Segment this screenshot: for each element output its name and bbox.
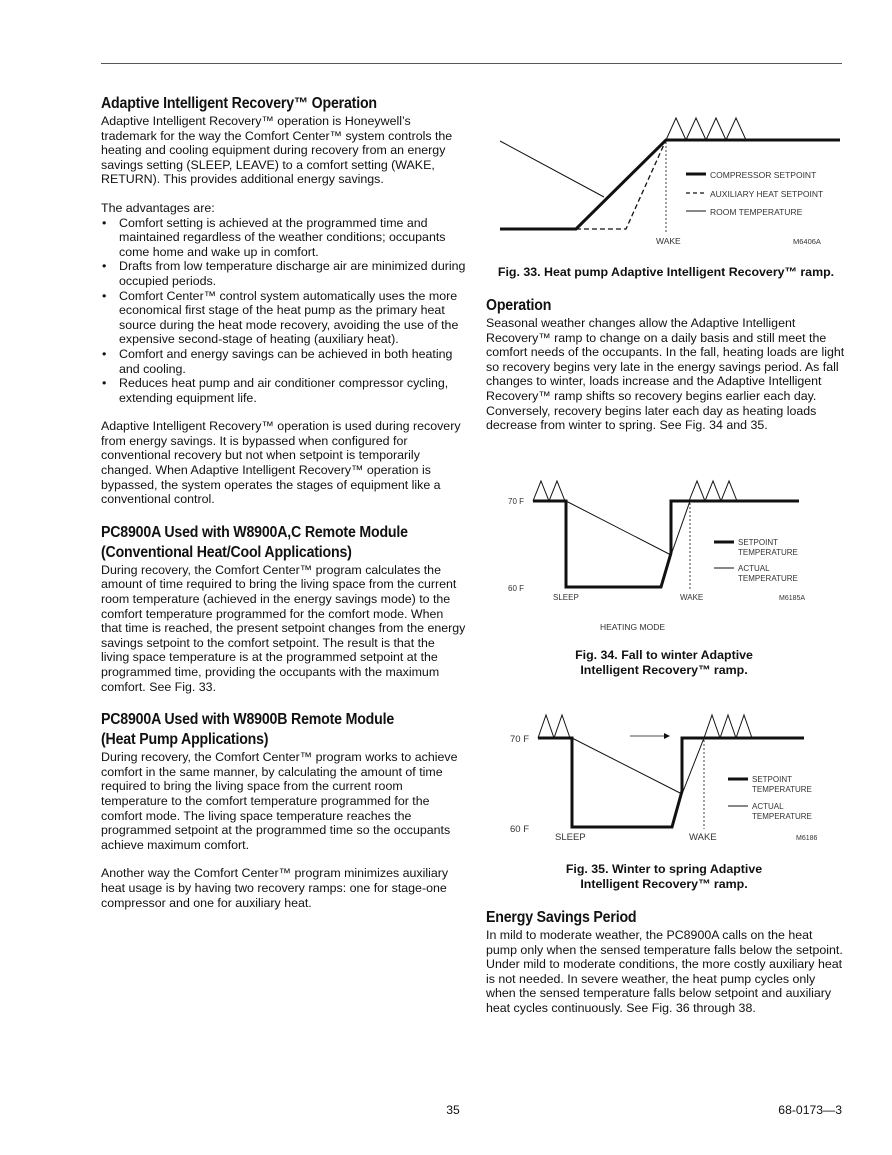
fig34-legend-actual-line-2: TEMPERATURE: [738, 574, 798, 583]
air-paragraph-2: Adaptive Intelligent Recovery™ operation is used during recovery from energy savings. It is bypassed when configured for conventional recovery but not when setpoint is temporarily changed. When Adaptive Intelligent Recovery™ operation is bypassed, the system operates the stages of equipment like a conventional control.: [101, 419, 461, 507]
fig35-sleep-sawtooth: [538, 715, 570, 738]
fig34-y-low-label: 60 F: [508, 584, 525, 593]
fig33-diagram: [496, 112, 846, 252]
left-column: [101, 94, 466, 910]
advantage-item: • Comfort Center™ control system automatically uses the more economical first stage of the heat pump as the primary heat source during the heat mode recovery, avoiding the use of the expensive second-stage of heating (auxiliary heat).: [101, 289, 466, 347]
fig35-code: M6186: [796, 835, 818, 842]
heat-pump-heading-line-1: PC8900A Used with W8900B Remote Module: [101, 711, 395, 729]
document-number: 68-0173—3: [778, 1103, 842, 1117]
fig35-shift-arrowhead: [664, 733, 670, 739]
air-heading: Adaptive Intelligent Recovery™ Operation: [101, 95, 377, 112]
fig34-legend-actual-line-1: ACTUAL: [738, 564, 770, 573]
fig34-legend-setpoint-line-2: TEMPERATURE: [738, 548, 798, 557]
fig35-legend-setpoint-line-2: TEMPERATURE: [752, 785, 812, 794]
fig33-code: M6406A: [793, 237, 821, 246]
fig34-code: M6185A: [779, 595, 806, 602]
heat-pump-heading-line-2: (Heat Pump Applications): [101, 731, 269, 749]
fig33-legend-auxiliary-label: AUXILIARY HEAT SETPOINT: [710, 189, 824, 199]
fig33-caption: Fig. 33. Heat pump Adaptive Intelligent Recovery™ ramp.: [497, 265, 835, 279]
fig35-wake-sawtooth: [704, 715, 752, 738]
air-paragraph-1: Adaptive Intelligent Recovery™ operation is Honeywell’s trademark for the way the Comfort Center™ system controls the heating and cooling equipment during recovery from an energy savings setting (SLEEP, LEAVE) to a comfort setting (WAKE, RETURN). This provides additional energy savings.: [101, 114, 453, 187]
advantages-intro: The advantages are:: [101, 200, 215, 215]
fig35-actual-rise-line: [682, 738, 704, 794]
conventional-heading-line-1: PC8900A Used with W8900A,C Remote Module: [101, 523, 408, 541]
conventional-heading-line-2: (Conventional Heat/Cool Applications): [101, 543, 352, 561]
fig34-actual-rise-line: [671, 501, 690, 555]
fig34-y-high-label: 70 F: [508, 497, 525, 506]
fig34-sleep-sawtooth: [533, 481, 565, 501]
fig35-legend-actual-line-2: TEMPERATURE: [752, 812, 812, 821]
advantage-item: • Drafts from low temperature discharge air are minimized during occupied periods.: [101, 259, 466, 288]
fig33-wake-label: WAKE: [656, 236, 681, 246]
energy-savings-heading: Energy Savings Period: [486, 909, 637, 926]
fig35-sleep-label: SLEEP: [555, 832, 586, 843]
fig35-caption: [486, 862, 842, 891]
heat-pump-paragraph-1: During recovery, the Comfort Center™ program works to achieve comfort in the same manner, by calculating the amount of time required to bring the living space from the current room temperature to the comfort temperature programmed for the comfort mode. The living space temperature reaches the programmed setpoint at the programmed time so the occupants achieve maximum comfort.: [101, 750, 458, 852]
fig34-caption-line-2: Intelligent Recovery™ ramp.: [580, 662, 748, 677]
fig34-caption-line-1: Fig. 34. Fall to winter Adaptive: [575, 648, 753, 662]
energy-savings-paragraph: In mild to moderate weather, the PC8900A calls on the heat pump only when the sensed temperature falls below the setpoint. Under mild to moderate conditions, the more costly auxiliary heat is not needed. In severe weather, the heat pump cycles only when the sensed temperature falls below setpoint and auxiliary heat cycles continuously. See Fig. 36 through 38.: [486, 928, 843, 1015]
fig34-caption: [486, 648, 842, 677]
fig35-wake-label: WAKE: [689, 832, 717, 843]
fig35-legend-setpoint-line-1: SETPOINT: [752, 775, 793, 784]
fig35-actual-fall-line: [572, 738, 682, 794]
advantage-item: • Comfort and energy savings can be achieved in both heating and cooling.: [101, 347, 466, 376]
fig35-caption-line-1: Fig. 35. Winter to spring Adaptive: [565, 862, 763, 876]
operation-section: [486, 296, 846, 433]
operation-paragraph: Seasonal weather changes allow the Adaptive Intelligent Recovery™ ramp to change on a daily basis and still meet the comfort needs of the occupants. In the fall, heating loads are light so recovery begins very late in the energy savings period. As fall changes to winter, loads increase and the Adaptive Intelligent Recovery™ ramp shifts so recovery begins earlier each day. Conversely, recovery begins later each day as heating loads decrease from winter to spring. See Fig. 34 and 35.: [486, 316, 845, 433]
fig35-y-high-label: 70 F: [510, 734, 530, 745]
fig34-wake-sawtooth: [689, 481, 737, 501]
fig33-legend-compressor-label: COMPRESSOR SETPOINT: [710, 170, 817, 180]
advantage-item: • Reduces heat pump and air conditioner compressor cycling, extending equipment life.: [101, 376, 466, 405]
fig33-cycling-sawtooth: [666, 118, 746, 140]
advantage-item: • Comfort setting is achieved at the programmed time and maintained regardless of the weather conditions; occupants come home and wake up in comfort.: [101, 216, 466, 260]
operation-heading: Operation: [486, 297, 552, 314]
fig35-caption-line-2: Intelligent Recovery™ ramp.: [580, 876, 748, 891]
fig34-actual-fall-line: [566, 501, 671, 555]
fig34-wake-label: WAKE: [680, 593, 704, 602]
page-number: 35: [446, 1103, 460, 1117]
fig35-y-low-label: 60 F: [510, 824, 530, 835]
fig35-diagram: [508, 707, 828, 847]
fig34-sleep-label: SLEEP: [553, 593, 579, 602]
fig34-mode-label: HEATING MODE: [600, 622, 666, 632]
advantages-list: [101, 216, 466, 406]
energy-savings-section: [486, 908, 846, 1016]
header-rule: [101, 63, 842, 64]
fig33-legend-room-label: ROOM TEMPERATURE: [710, 207, 803, 217]
heat-pump-paragraph-2: Another way the Comfort Center™ program minimizes auxiliary heat usage is by having two recovery ramps: one for stage-one compressor and one for auxiliary heat.: [101, 866, 449, 910]
fig34-diagram: [503, 475, 833, 640]
fig33-room-temperature-line: [500, 141, 604, 197]
fig35-legend-actual-line-1: ACTUAL: [752, 802, 784, 811]
conventional-paragraph: During recovery, the Comfort Center™ program calculates the amount of time required to bring the living space from the current room temperature (achieved in the energy savings mode) to the comfort temperature programmed for the comfort mode. When that time is reached, the present setpoint changes from the energy savings setpoint to the comfort setpoint. The result is that the living space temperature is at the programmed setpoint at the programmed time, providing the occupants with the maximum comfort. See Fig. 33.: [101, 562, 466, 694]
fig34-legend-setpoint-line-1: SETPOINT: [738, 538, 779, 547]
